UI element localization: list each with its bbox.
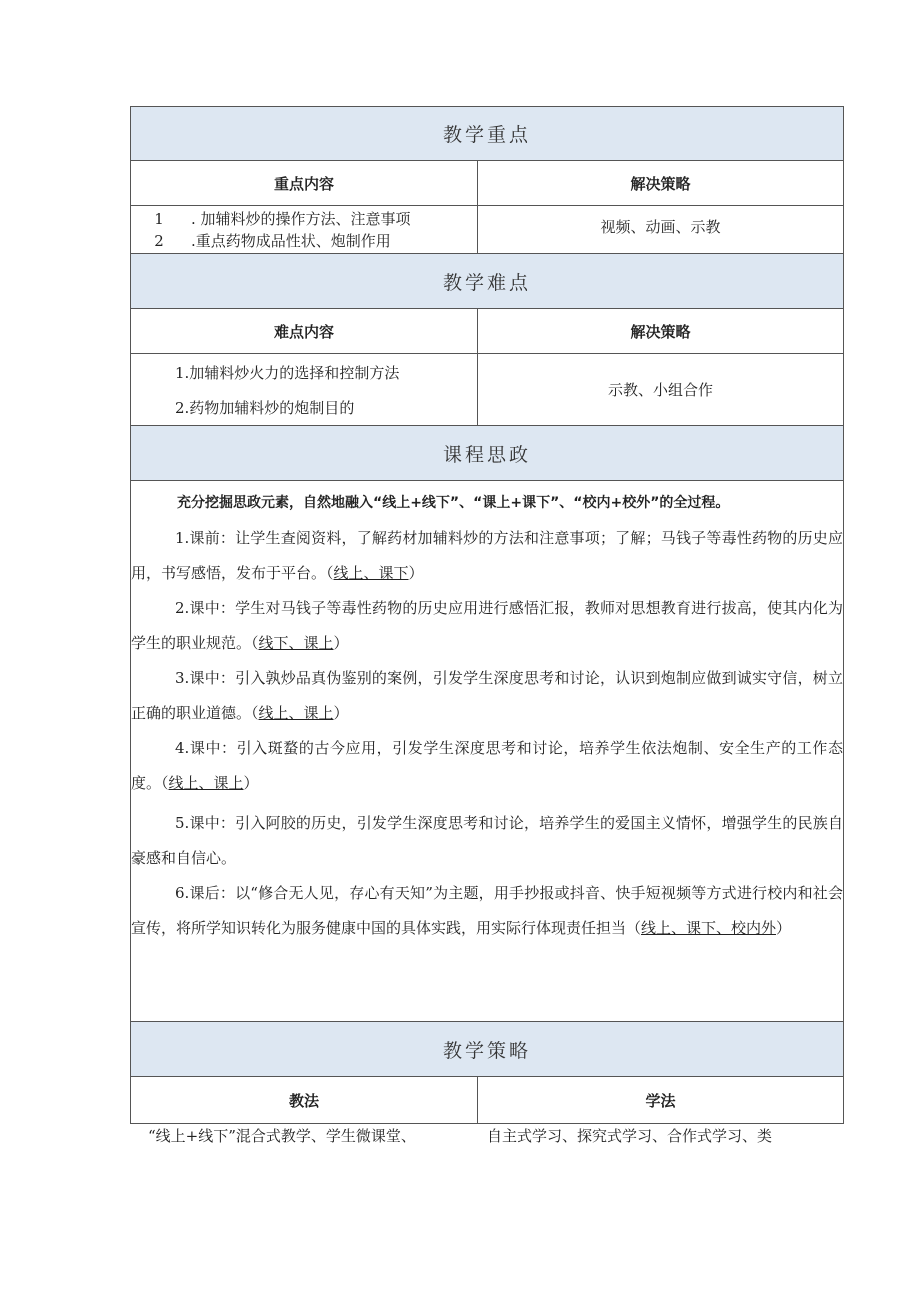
focus-title: 教学重点 — [442, 124, 531, 146]
difficulty-header-row — [130, 309, 844, 354]
ideology-paragraph: 2.课中：学生对马钱子等毒性药物的历史应用进行感悟汇报，教师对思想教育进行拔高，使其内化为学生的职业规范。（线下、课上） — [131, 599, 843, 652]
ideology-paragraph: 5.课中：引入阿胶的历史，引发学生深度思考和讨论，培养学生的爱国主义情怀，增强学生的民族自豪感和自信心。 — [131, 814, 843, 867]
difficulty-item: 2.药物加辅料炒的炮制目的 — [175, 398, 355, 417]
focus-header-row — [130, 161, 844, 206]
strategy-section-title — [130, 1022, 844, 1077]
focus-col-strategy: 解决策略 — [630, 174, 691, 193]
strategy-teach-text: “线上+线下”混合式教学、学生微课堂、 — [148, 1127, 416, 1145]
strategy-learn-text: 自主式学习、探究式学习、合作式学习、类 — [487, 1127, 773, 1145]
strategy-header-row — [130, 1077, 844, 1124]
ideology-paragraph: 4.课中：引入斑蝥的古今应用，引发学生深度思考和讨论，培养学生依法炮制、安全生产的工作态度。（线上、课上） — [131, 739, 843, 792]
ideology-paragraph: 1.课前：让学生查阅资料，了解药材加辅料炒的方法和注意事项；了解；马钱子等毒性药物的历史应用，书写感悟，发布于平台。（线上、课下） — [131, 529, 843, 582]
ideology-paragraph: 3.课中：引入孰炒品真伪鉴别的案例，引发学生深度思考和讨论，认识到炮制应做到诚实守信，树立正确的职业道德。（线上、课上） — [131, 669, 843, 722]
focus-section-title — [130, 106, 844, 161]
strategy-col-learn: 学法 — [645, 1091, 676, 1110]
strategy-col-teach: 教法 — [131, 1077, 478, 1123]
focus-content-row — [130, 206, 844, 254]
difficulty-strategy: 示教、小组合作 — [607, 381, 713, 399]
difficulty-items — [131, 354, 478, 425]
ideology-title: 课程思政 — [442, 443, 531, 466]
difficulty-title: 教学难点 — [442, 271, 531, 294]
difficulty-item: 1.加辅料炒火力的选择和控制方法 — [175, 363, 400, 382]
difficulty-col-strategy: 解决策略 — [630, 322, 691, 341]
focus-item: 1 . 加辅料炒的操作方法、注意事项 — [154, 209, 411, 228]
ideology-intro: 充分挖掘思政元素，自然地融入“线上+线下”、“课上+课下”、“校内+校外”的全过程。 — [177, 495, 730, 511]
focus-item: 2 .重点药物成品性状、炮制作用 — [154, 231, 391, 250]
ideology-paragraph: 6.课后：以“修合无人见，存心有天知”为主题，用手抄报或抖音、快手短视频等方式进行校内和社会宣传，将所学知识转化为服务健康中国的具体实践，用实际行体现责任担当（线上、课下、校内外） — [131, 884, 843, 937]
focus-items — [131, 206, 478, 253]
ideology-content-row — [130, 481, 844, 1022]
focus-strategy: 视频、动画、示教 — [600, 218, 721, 236]
difficulty-col-content: 难点内容 — [131, 309, 478, 353]
strategy-title: 教学策略 — [442, 1039, 531, 1062]
ideology-section-title — [130, 426, 844, 481]
difficulty-content-row — [130, 354, 844, 426]
focus-col-content: 重点内容 — [131, 161, 478, 205]
difficulty-section-title — [130, 254, 844, 309]
lesson-plan-table — [130, 106, 844, 1124]
ideology-body — [131, 481, 843, 1021]
